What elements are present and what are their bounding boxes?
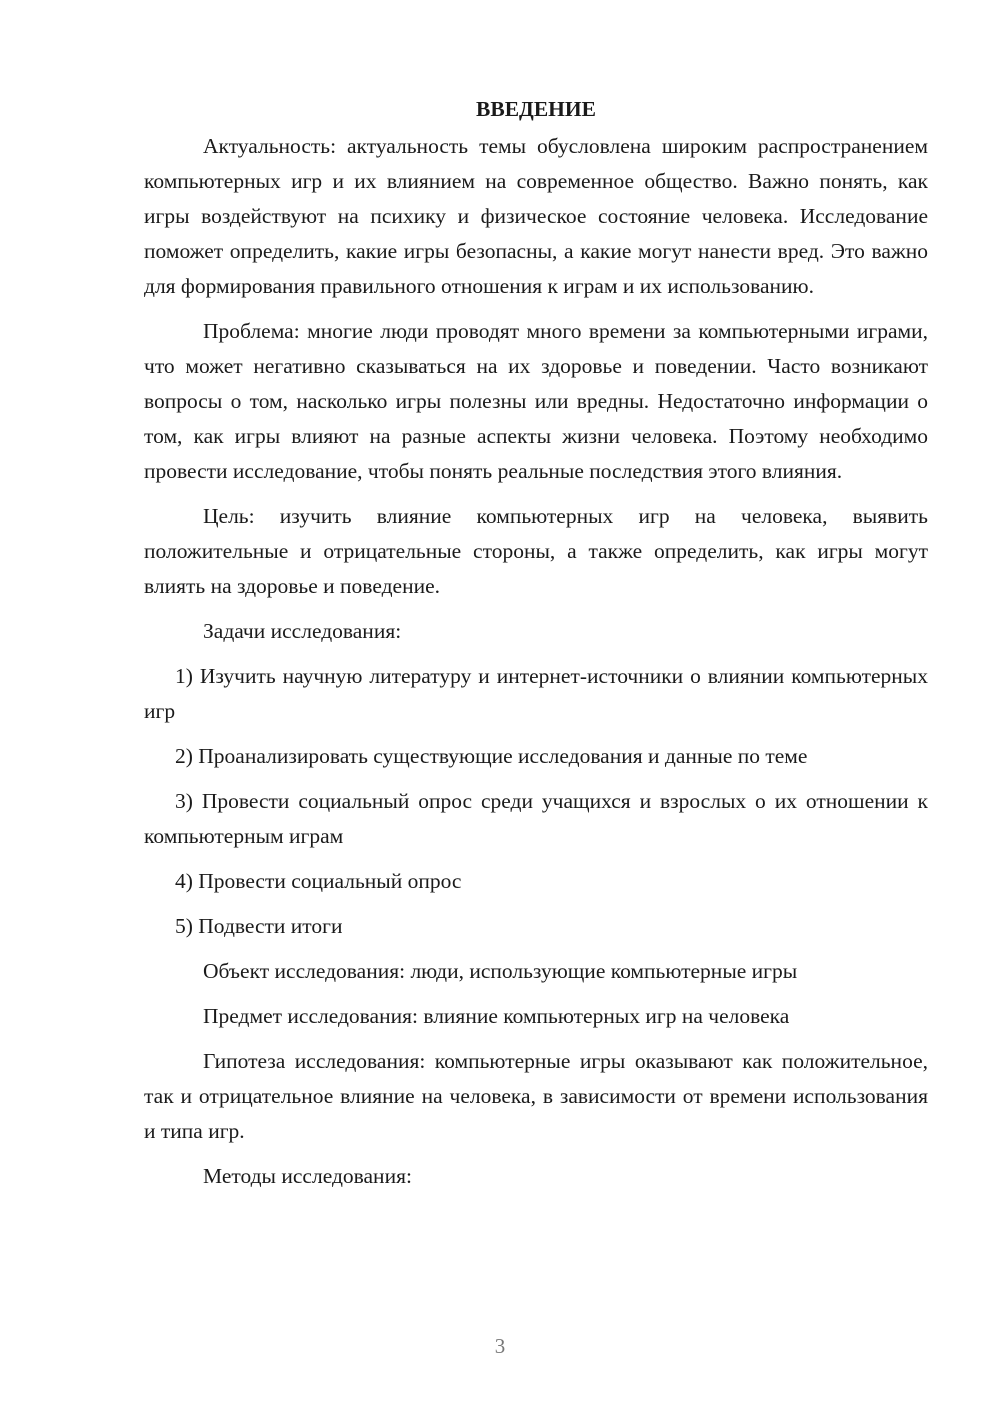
paragraph-subject: Предмет исследования: влияние компьютерных игр на человека (203, 1004, 790, 1028)
section-title: ВВЕДЕНИЕ (476, 97, 596, 121)
task-item-5: 5) Подвести итоги (175, 914, 343, 938)
task-item-2: 2) Проанализировать существующие исследования и данные по теме (175, 744, 808, 768)
task-item-1: 1) Изучить научную литературу и интернет-источники о влиянии компьютерных игр (144, 664, 928, 723)
paragraph-problem: Проблема: многие люди проводят много времени за компьютерными играми, что может негативно сказываться на их здоровье и поведении. Часто возникают вопросы о том, насколько игры полезны или вредны. Недостаточно информации о том, как игры влияют на разные аспекты жизни человека. Поэтому необходимо провести исследование, чтобы понять реальные последствия этого влияния. (144, 319, 928, 483)
paragraph-object: Объект исследования: люди, использующие компьютерные игры (203, 959, 798, 983)
paragraph-hypothesis: Гипотеза исследования: компьютерные игры оказывают как положительное, так и отрицательное влияние на человека, в зависимости от времени использования и типа игр. (144, 1049, 928, 1143)
paragraph-goal: Цель: изучить влияние компьютерных игр на человека, выявить положительные и отрицательные стороны, а также определить, как игры могут влиять на здоровье и поведение. (144, 504, 928, 598)
task-item-4: 4) Провести социальный опрос (175, 869, 462, 893)
paragraph-relevance: Актуальность: актуальность темы обусловлена широким распространением компьютерных игр и их влиянием на современное общество. Важно понять, как игры воздействуют на психику и физическое состояние человека. Исследование поможет определить, какие игры безопасны, а какие могут нанести вред. Это важно для формирования правильного отношения к играм и их использованию. (144, 134, 928, 298)
task-item-3: 3) Провести социальный опрос среди учащихся и взрослых о их отношении к компьютерным играм (144, 789, 928, 848)
document-page (144, 92, 928, 1204)
page-number: 3 (494, 1334, 506, 1358)
paragraph-methods: Методы исследования: (203, 1164, 412, 1188)
paragraph-tasks-heading: Задачи исследования: (203, 619, 402, 643)
